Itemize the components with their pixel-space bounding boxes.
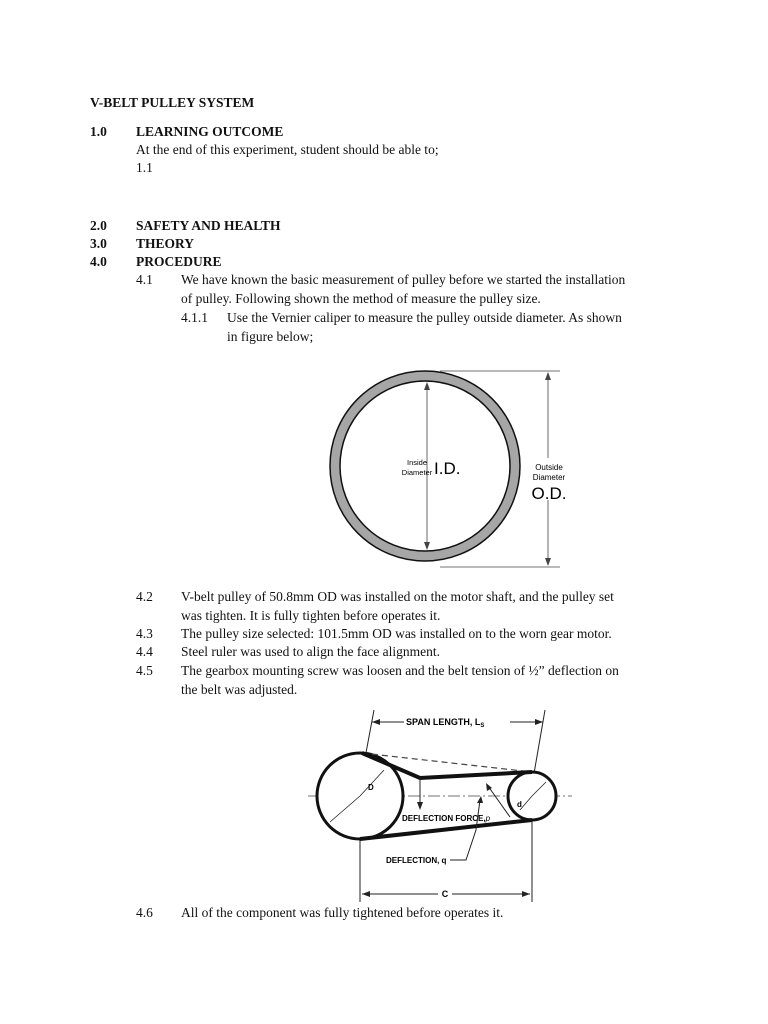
step-number: 4.2	[136, 589, 153, 604]
step-number: 4.1.1	[181, 310, 208, 325]
large-diameter-label: D	[368, 783, 374, 792]
belt-deflection-figure	[300, 710, 580, 905]
step-text: in figure below;	[227, 329, 314, 344]
step-text: Use the Vernier caliper to measure the pulley outside diameter. As shown	[227, 310, 622, 325]
section-heading-safety: SAFETY AND HEALTH	[136, 218, 281, 233]
inside-diameter-label: Inside	[406, 458, 428, 467]
section-heading-theory: THEORY	[136, 236, 195, 251]
section-number: 4.0	[90, 254, 107, 269]
section-number: 3.0	[90, 236, 107, 251]
step-text: The gearbox mounting screw was loosen and the belt tension of ½” deflection on	[181, 663, 619, 678]
outside-diameter-label: Outside	[535, 463, 563, 472]
step-text: V-belt pulley of 50.8mm OD was installed on the motor shaft, and the pulley set	[181, 589, 614, 604]
step-number: 4.6	[136, 905, 153, 920]
arrow-head	[417, 802, 423, 810]
small-diameter-label: d	[517, 800, 522, 809]
arrow-head	[522, 891, 530, 897]
deflection-force-label: DEFLECTION FORCE,p	[402, 814, 491, 823]
step-text: was tighten. It is fully tighten before operates it.	[181, 608, 441, 623]
step-text: All of the component was fully tightened before operates it.	[181, 905, 504, 920]
section-heading-learning-outcome: LEARNING OUTCOME	[136, 124, 284, 139]
arrow-head	[545, 558, 551, 566]
force-leader	[488, 786, 510, 817]
id-label: I.D.	[434, 459, 461, 478]
inside-diameter-label: Diameter	[401, 468, 433, 477]
arrow-head	[477, 796, 483, 803]
center-distance-label: C	[441, 889, 449, 899]
od-label: O.D.	[531, 484, 567, 503]
step-number: 4.1	[136, 272, 153, 287]
section-number: 2.0	[90, 218, 107, 233]
pulley-diameter-figure	[320, 360, 580, 572]
deflection-label: DEFLECTION, q	[386, 856, 447, 865]
step-text: We have known the basic measurement of pulley before we started the installation	[181, 272, 626, 287]
span-length-label: SPAN LENGTH, $L_S$	[406, 717, 485, 729]
section-number: 1.0	[90, 124, 107, 139]
step-text: of pulley. Following shown the method of measure the pulley size.	[181, 291, 541, 306]
arrow-head	[535, 719, 543, 725]
arrow-head	[545, 372, 551, 380]
step-text: The pulley size selected: 101.5mm OD was installed on to the worn gear motor.	[181, 626, 612, 641]
learning-outcome-item: 1.1	[136, 160, 153, 175]
outside-diameter-label: Diameter	[532, 473, 566, 482]
section-heading-procedure: PROCEDURE	[136, 254, 222, 269]
step-number: 4.3	[136, 626, 153, 641]
arrow-head	[362, 891, 370, 897]
arrow-head	[372, 719, 380, 725]
step-number: 4.5	[136, 663, 153, 678]
step-number: 4.4	[136, 644, 153, 659]
step-text: Steel ruler was used to align the face alignment.	[181, 644, 441, 659]
learning-outcome-intro: At the end of this experiment, student should be able to;	[136, 142, 439, 157]
step-text: the belt was adjusted.	[181, 682, 298, 697]
document-title: V-BELT PULLEY SYSTEM	[90, 95, 255, 110]
